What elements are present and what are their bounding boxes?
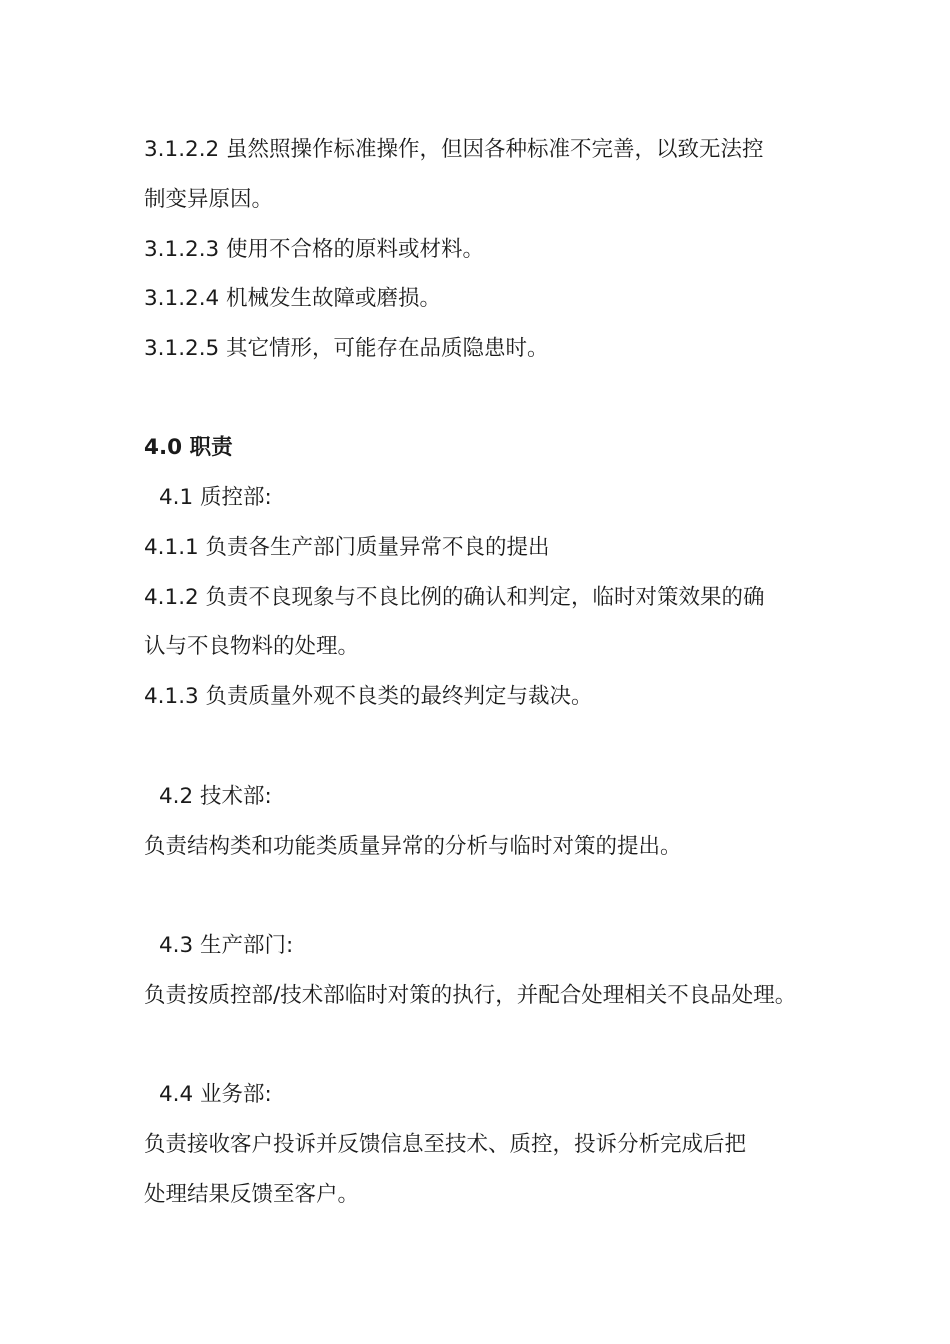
clause-4-1-2-line-2: 认与不良物料的处理。 [144, 634, 360, 659]
clause-3-1-2-3: 3.1.2.3 使用不合格的原料或材料。 [144, 237, 485, 262]
tech-responsibility-text: 负责结构类和功能类质量异常的分析与临时对策的提出。 [144, 834, 682, 859]
subsection-production-heading: 4.3 生产部门: [159, 933, 294, 958]
clause-3-1-2-5: 3.1.2.5 其它情形，可能存在品质隐患时。 [144, 336, 549, 361]
clause-3-1-2-4: 3.1.2.4 机械发生故障或磨损。 [144, 286, 442, 311]
production-responsibility-text: 负责按质控部/技术部临时对策的执行，并配合处理相关不良品处理。 [144, 983, 797, 1008]
clause-4-1-2-line-1: 4.1.2 负责不良现象与不良比例的确认和判定，临时对策效果的确 [144, 585, 765, 610]
subsection-business-heading: 4.4 业务部: [159, 1082, 272, 1107]
subsection-qc-heading: 4.1 质控部: [159, 485, 272, 510]
business-responsibility-line-2: 处理结果反馈至客户。 [144, 1182, 360, 1207]
clause-4-1-1: 4.1.1 负责各生产部门质量异常不良的提出 [144, 535, 550, 560]
subsection-tech-heading: 4.2 技术部: [159, 784, 272, 809]
section-title-responsibilities: 4.0 职责 [144, 435, 233, 460]
clause-3-1-2-2-line-1: 3.1.2.2 虽然照操作标准操作，但因各种标准不完善，以致无法控 [144, 137, 764, 162]
business-responsibility-line-1: 负责接收客户投诉并反馈信息至技术、质控，投诉分析完成后把 [144, 1132, 747, 1157]
clause-3-1-2-2-line-2: 制变异原因。 [144, 187, 274, 212]
clause-4-1-3: 4.1.3 负责质量外观不良类的最终判定与裁决。 [144, 684, 593, 709]
